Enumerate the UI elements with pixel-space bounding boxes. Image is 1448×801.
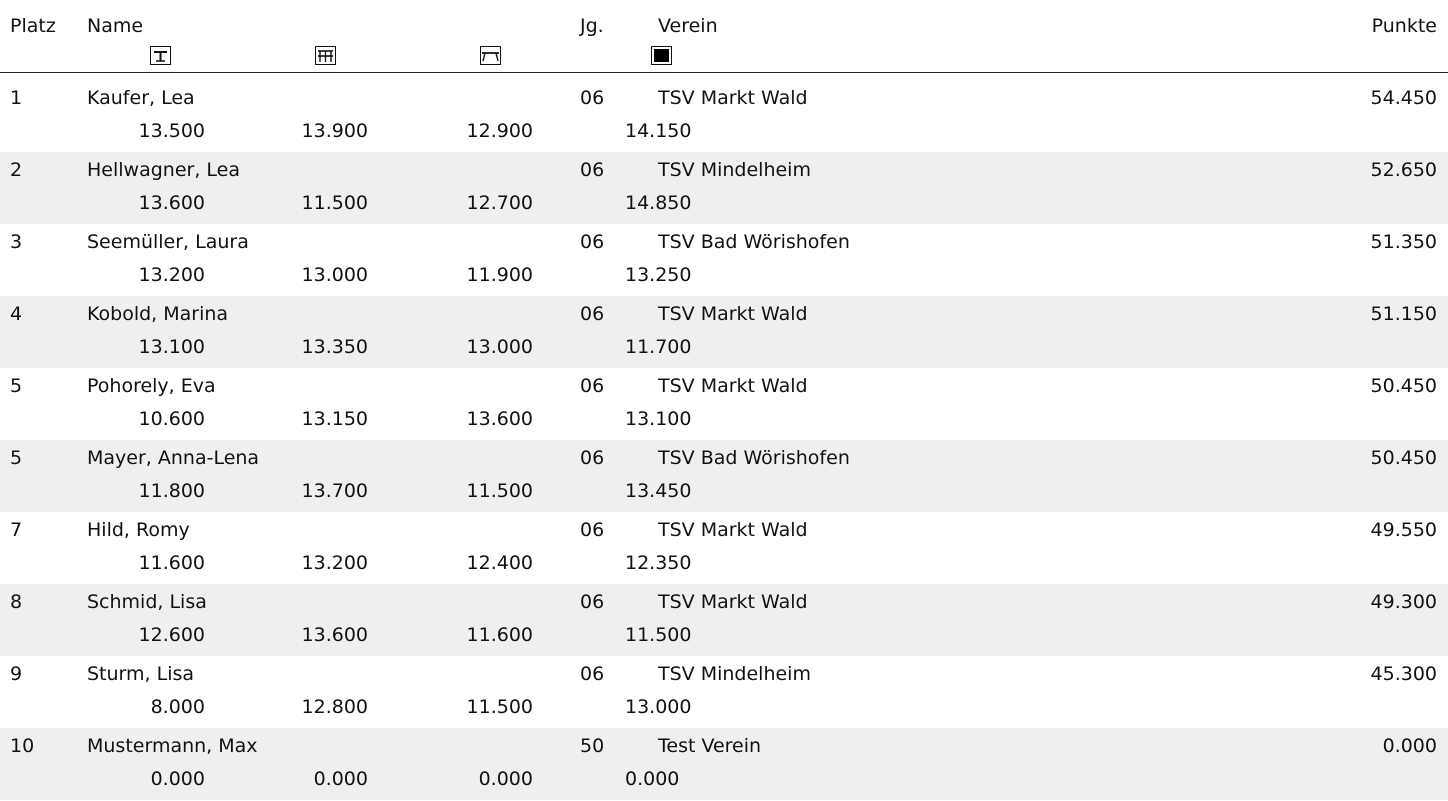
table-row [0, 656, 1448, 728]
score-floor: 13.000 [625, 696, 692, 718]
score-vault: 11.500 [466, 696, 533, 718]
score-vault: 13.000 [466, 336, 533, 358]
club-name: Test Verein [658, 735, 762, 757]
score-floor: 13.100 [625, 408, 692, 430]
total-points: 49.550 [1370, 519, 1437, 541]
total-points: 52.650 [1370, 159, 1437, 181]
athlete-name: Schmid, Lisa [87, 591, 207, 613]
birth-year: 06 [580, 447, 605, 469]
athlete-name: Pohorely, Eva [87, 375, 216, 397]
score-balance-beam: 11.600 [138, 552, 205, 574]
club-name: TSV Bad Wörishofen [658, 447, 850, 469]
athlete-name: Kaufer, Lea [87, 87, 195, 109]
score-balance-beam: 13.500 [138, 120, 205, 142]
score-balance-beam: 10.600 [138, 408, 205, 430]
score-floor: 14.150 [625, 120, 692, 142]
header-platz: Platz [10, 15, 56, 37]
header-punkte: Punkte [1371, 15, 1437, 37]
score-balance-beam: 11.800 [138, 480, 205, 502]
total-points: 0.000 [1382, 735, 1437, 757]
results-list [0, 80, 1448, 800]
score-balance-beam: 13.100 [138, 336, 205, 358]
club-name: TSV Markt Wald [658, 87, 808, 109]
birth-year: 06 [580, 303, 605, 325]
athlete-name: Mayer, Anna-Lena [87, 447, 260, 469]
table-row [0, 512, 1448, 584]
table-row [0, 224, 1448, 296]
header-verein: Verein [658, 15, 718, 37]
score-uneven-bars: 13.350 [301, 336, 368, 358]
total-points: 45.300 [1370, 663, 1437, 685]
score-floor: 13.250 [625, 264, 692, 286]
score-balance-beam: 13.600 [138, 192, 205, 214]
score-floor: 11.500 [625, 624, 692, 646]
birth-year: 06 [580, 375, 605, 397]
table-row [0, 368, 1448, 440]
club-name: TSV Markt Wald [658, 375, 808, 397]
table-row [0, 440, 1448, 512]
rank-cell: 3 [10, 231, 23, 253]
club-name: TSV Bad Wörishofen [658, 231, 850, 253]
vault-icon [480, 46, 501, 65]
club-name: TSV Mindelheim [658, 159, 811, 181]
score-uneven-bars: 13.600 [301, 624, 368, 646]
score-uneven-bars: 12.800 [301, 696, 368, 718]
birth-year: 50 [580, 735, 605, 757]
birth-year: 06 [580, 519, 605, 541]
birth-year: 06 [580, 87, 605, 109]
club-name: TSV Markt Wald [658, 591, 808, 613]
total-points: 50.450 [1370, 375, 1437, 397]
rank-cell: 1 [10, 87, 23, 109]
header-name: Name [87, 15, 144, 37]
table-row [0, 152, 1448, 224]
rank-cell: 5 [10, 375, 23, 397]
rank-cell: 5 [10, 447, 23, 469]
athlete-name: Hellwagner, Lea [87, 159, 240, 181]
score-uneven-bars: 13.150 [301, 408, 368, 430]
score-uneven-bars: 13.200 [301, 552, 368, 574]
club-name: TSV Markt Wald [658, 303, 808, 325]
results-header [0, 0, 1448, 73]
rank-cell: 8 [10, 591, 23, 613]
score-vault: 12.400 [466, 552, 533, 574]
score-uneven-bars: 13.000 [301, 264, 368, 286]
table-row [0, 296, 1448, 368]
score-floor: 0.000 [625, 768, 680, 790]
score-balance-beam: 8.000 [150, 696, 205, 718]
uneven-bars-icon [315, 46, 336, 65]
rank-cell: 10 [10, 735, 35, 757]
club-name: TSV Mindelheim [658, 663, 811, 685]
birth-year: 06 [580, 231, 605, 253]
table-row [0, 80, 1448, 152]
table-row [0, 728, 1448, 800]
total-points: 50.450 [1370, 447, 1437, 469]
score-uneven-bars: 11.500 [301, 192, 368, 214]
score-vault: 11.900 [466, 264, 533, 286]
score-vault: 11.600 [466, 624, 533, 646]
table-row [0, 584, 1448, 656]
score-vault: 0.000 [478, 768, 533, 790]
score-vault: 13.600 [466, 408, 533, 430]
score-balance-beam: 12.600 [138, 624, 205, 646]
total-points: 51.150 [1370, 303, 1437, 325]
total-points: 51.350 [1370, 231, 1437, 253]
athlete-name: Seemüller, Laura [87, 231, 249, 253]
header-jg: Jg. [580, 15, 604, 37]
score-vault: 12.700 [466, 192, 533, 214]
floor-icon [651, 46, 672, 65]
score-vault: 11.500 [466, 480, 533, 502]
score-floor: 12.350 [625, 552, 692, 574]
birth-year: 06 [580, 591, 605, 613]
score-uneven-bars: 13.700 [301, 480, 368, 502]
score-vault: 12.900 [466, 120, 533, 142]
total-points: 54.450 [1370, 87, 1437, 109]
score-floor: 13.450 [625, 480, 692, 502]
rank-cell: 9 [10, 663, 23, 685]
score-floor: 11.700 [625, 336, 692, 358]
score-balance-beam: 0.000 [150, 768, 205, 790]
athlete-name: Kobold, Marina [87, 303, 229, 325]
athlete-name: Mustermann, Max [87, 735, 258, 757]
total-points: 49.300 [1370, 591, 1437, 613]
birth-year: 06 [580, 663, 605, 685]
club-name: TSV Markt Wald [658, 519, 808, 541]
rank-cell: 4 [10, 303, 23, 325]
rank-cell: 2 [10, 159, 23, 181]
birth-year: 06 [580, 159, 605, 181]
score-floor: 14.850 [625, 192, 692, 214]
balance-beam-icon [150, 46, 171, 65]
athlete-name: Sturm, Lisa [87, 663, 195, 685]
rank-cell: 7 [10, 519, 23, 541]
score-uneven-bars: 13.900 [301, 120, 368, 142]
score-uneven-bars: 0.000 [313, 768, 368, 790]
score-balance-beam: 13.200 [138, 264, 205, 286]
athlete-name: Hild, Romy [87, 519, 190, 541]
